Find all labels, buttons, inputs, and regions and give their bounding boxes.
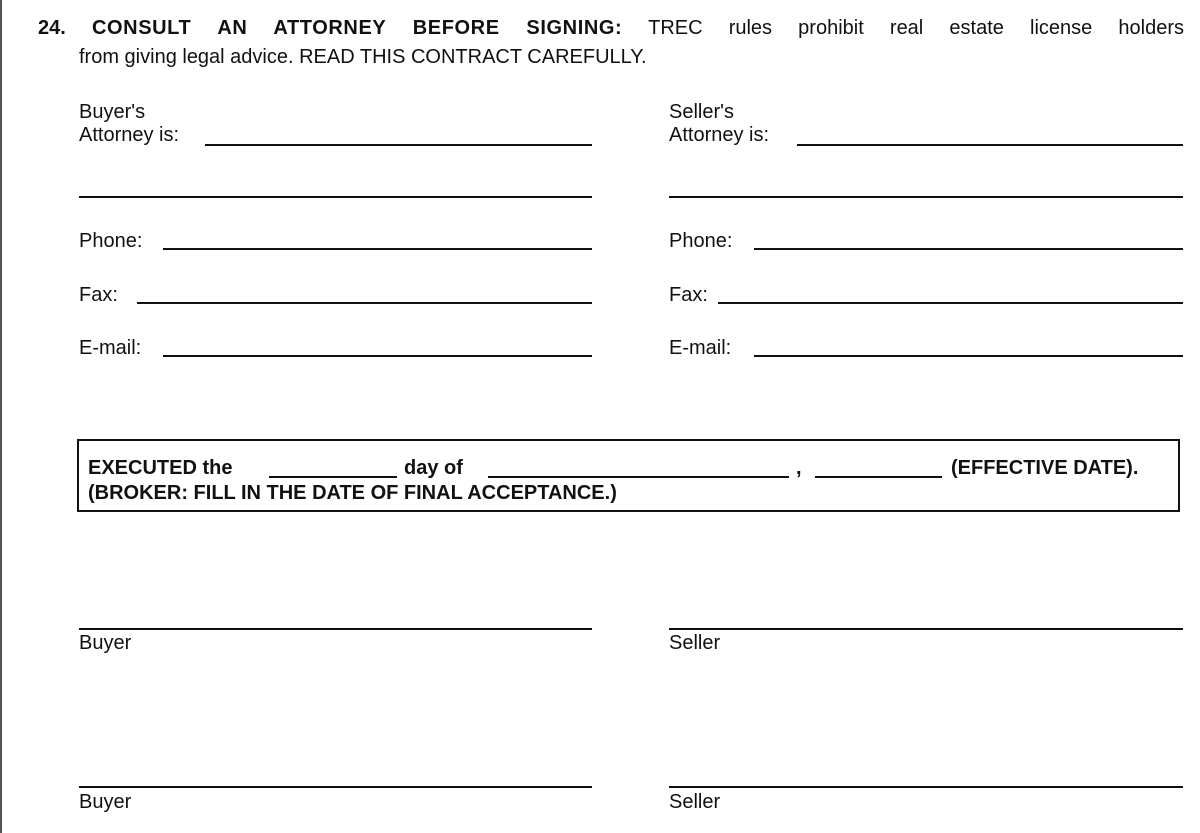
buyer-signature-label-2: Buyer <box>79 791 132 813</box>
seller-attorney-address-field[interactable] <box>669 196 1183 198</box>
executed-year-field[interactable] <box>815 476 942 478</box>
effective-date-label: (EFFECTIVE DATE). <box>951 457 1139 479</box>
seller-attorney-label-line1: Seller's <box>669 101 734 123</box>
buyer-attorney-label-line2: Attorney is: <box>79 124 180 146</box>
section-heading: CONSULT AN ATTORNEY BEFORE SIGNING: <box>91 17 623 39</box>
seller-attorney-label-line2: Attorney is: <box>669 124 770 146</box>
executed-day-field[interactable] <box>269 476 397 478</box>
seller-fax-field[interactable] <box>718 302 1183 304</box>
section-number: 24. <box>38 17 66 39</box>
buyer-fax-label: Fax: <box>79 284 118 306</box>
executed-the-label: EXECUTED the <box>88 457 233 479</box>
section-text-line2: from giving legal advice. READ THIS CONTRACT CAREFULLY. <box>79 46 647 68</box>
seller-email-field[interactable] <box>754 355 1183 357</box>
buyer-attorney-label-line1: Buyer's <box>79 101 146 123</box>
buyer-signature-label-1: Buyer <box>79 632 132 654</box>
buyer-email-label: E-mail: <box>79 337 142 359</box>
executed-month-field[interactable] <box>488 476 789 478</box>
seller-signature-label-1: Seller <box>669 632 721 654</box>
broker-note: (BROKER: FILL IN THE DATE OF FINAL ACCEPTANCE.) <box>88 482 617 504</box>
buyer-fax-field[interactable] <box>137 302 592 304</box>
buyer-phone-field[interactable] <box>163 248 592 250</box>
seller-signature-label-2: Seller <box>669 791 721 813</box>
buyer-attorney-address-field[interactable] <box>79 196 592 198</box>
seller-signature-line-1[interactable] <box>669 628 1183 630</box>
buyer-phone-label: Phone: <box>79 230 143 252</box>
buyer-email-field[interactable] <box>163 355 592 357</box>
buyer-signature-line-2[interactable] <box>79 786 592 788</box>
page-border-left <box>0 0 2 833</box>
seller-phone-label: Phone: <box>669 230 733 252</box>
seller-email-label: E-mail: <box>669 337 732 359</box>
seller-signature-line-2[interactable] <box>669 786 1183 788</box>
day-of-label: day of <box>404 457 463 479</box>
section-24-paragraph <box>38 16 1184 41</box>
buyer-attorney-name-field[interactable] <box>205 144 592 146</box>
section-text-line1: TREC rules prohibit real estate license holders <box>648 17 1184 39</box>
comma-label: , <box>796 457 802 479</box>
seller-phone-field[interactable] <box>754 248 1183 250</box>
seller-attorney-name-field[interactable] <box>797 144 1183 146</box>
buyer-signature-line-1[interactable] <box>79 628 592 630</box>
seller-fax-label: Fax: <box>669 284 708 306</box>
